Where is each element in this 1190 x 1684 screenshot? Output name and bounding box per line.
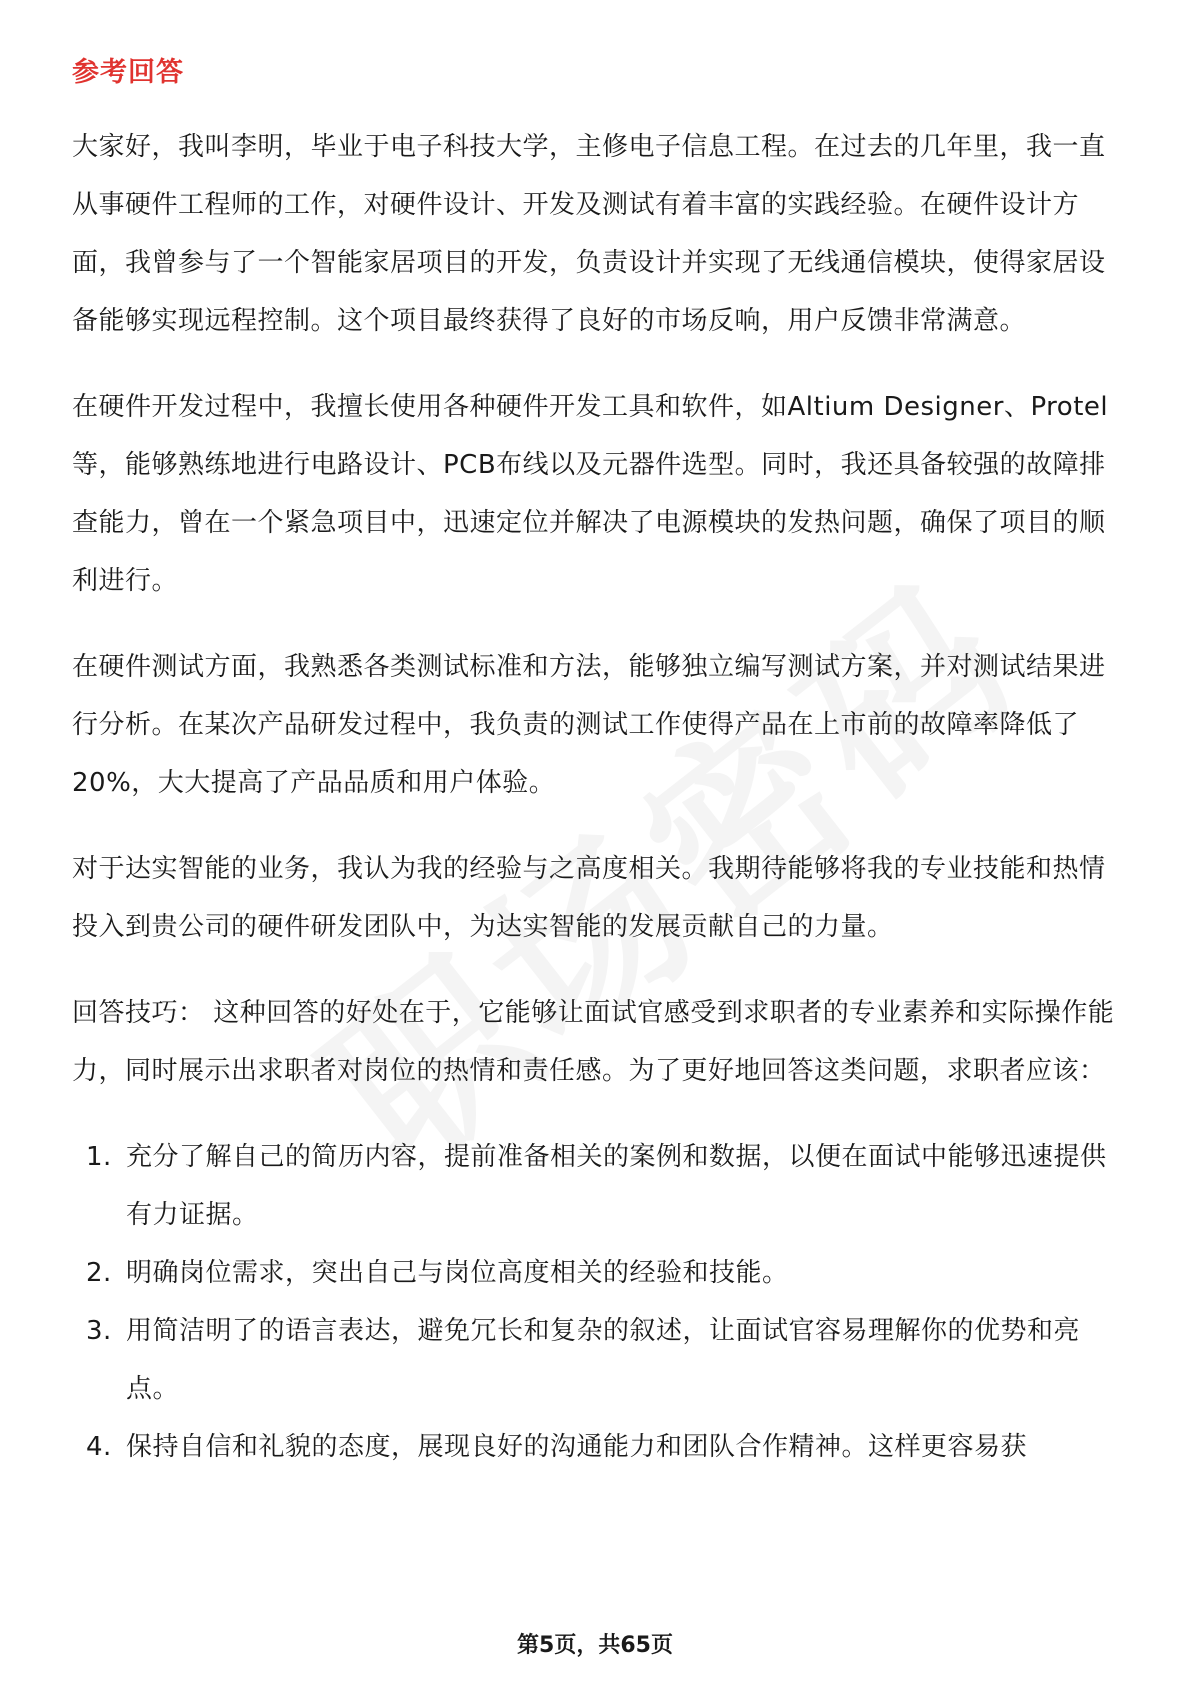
list-item bbox=[72, 1418, 1120, 1476]
list-item bbox=[72, 1244, 1120, 1302]
list-number: 2. bbox=[86, 1258, 112, 1288]
paragraph-tips: 回答技巧： 这种回答的好处在于，它能够让面试官感受到求职者的专业素养和实际操作能力，同时展示出求职者对岗位的热情和责任感。为了更好地回答这类问题，求职者应该： bbox=[72, 998, 1115, 1086]
paragraph-company: 对于达实智能的业务，我认为我的经验与之高度相关。我期待能够将我的专业技能和热情投入到贵公司的硬件研发团队中，为达实智能的发展贡献自己的力量。 bbox=[72, 854, 1106, 942]
list-number: 3. bbox=[86, 1316, 112, 1346]
list-number: 4. bbox=[86, 1432, 112, 1462]
document-body bbox=[72, 118, 1120, 1476]
list-number: 1. bbox=[86, 1142, 112, 1172]
paragraph-intro: 大家好，我叫李明，毕业于电子科技大学，主修电子信息工程。在过去的几年里，我一直从事硬件工程师的工作，对硬件设计、开发及测试有着丰富的实践经验。在硬件设计方面，我曾参与了一个智能家居项目的开发，负责设计并实现了无线通信模块，使得家居设备能够实现远程控制。这个项目最终获得了良好的市场反响，用户反馈非常满意。 bbox=[72, 132, 1106, 336]
list-item bbox=[72, 1128, 1120, 1244]
page-footer: 第5页，共65页 bbox=[517, 1633, 673, 1658]
list-text: 保持自信和礼貌的态度，展现良好的沟通能力和团队合作精神。这样更容易获 bbox=[126, 1432, 1028, 1462]
paragraph-testing: 在硬件测试方面，我熟悉各类测试标准和方法，能够独立编写测试方案，并对测试结果进行分析。在某次产品研发过程中，我负责的测试工作使得产品在上市前的故障率降低了20%，大大提高了产品品质和用户体验。 bbox=[72, 652, 1106, 798]
section-heading: 参考回答 bbox=[72, 57, 184, 88]
list-text: 用简洁明了的语言表达，避免冗长和复杂的叙述，让面试官容易理解你的优势和亮点。 bbox=[126, 1316, 1081, 1404]
tips-list bbox=[72, 1128, 1120, 1476]
paragraph-development: 在硬件开发过程中，我擅长使用各种硬件开发工具和软件，如Altium Designer、Protel等，能够熟练地进行电路设计、PCB布线以及元器件选型。同时，我还具备较强的故障排查能力，曾在一个紧急项目中，迅速定位并解决了电源模块的发热问题，确保了项目的顺利进行。 bbox=[72, 392, 1109, 596]
list-text: 明确岗位需求，突出自己与岗位高度相关的经验和技能。 bbox=[126, 1258, 789, 1288]
list-item bbox=[72, 1302, 1120, 1418]
list-text: 充分了解自己的简历内容，提前准备相关的案例和数据，以便在面试中能够迅速提供有力证据。 bbox=[126, 1142, 1107, 1230]
